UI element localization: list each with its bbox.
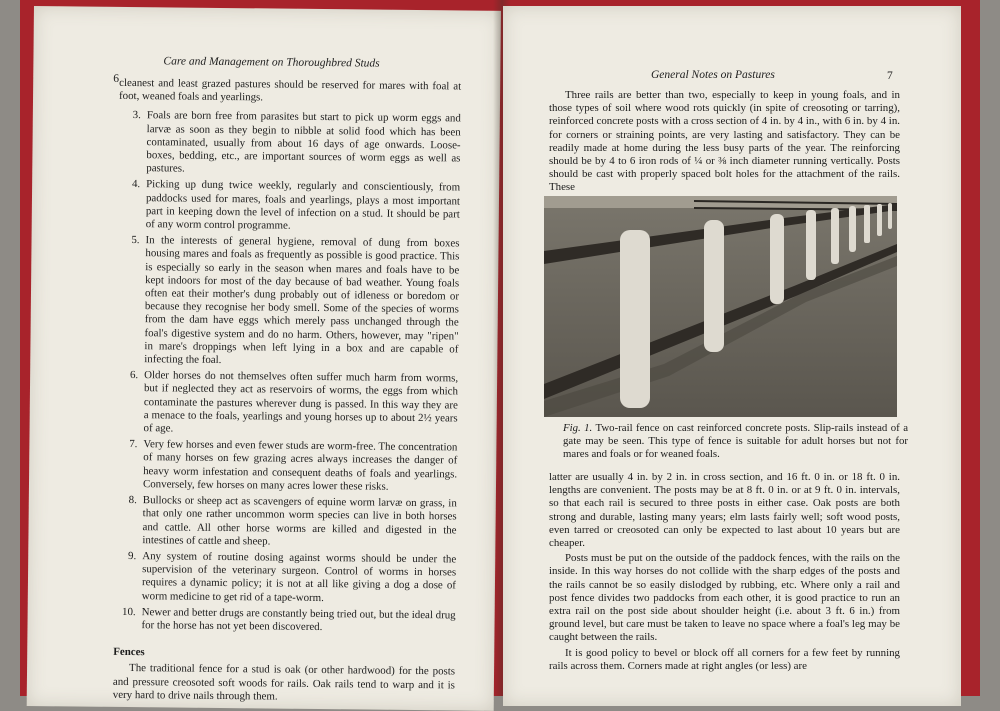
numbered-list [113,109,460,635]
paragraph-1: Three rails are better than two, especially to keep in young foals, and in those types of soil where wood rots quickly (in spite of creosoting or tarring), reinforced concrete posts with a cross section of 4 in. by 4 in., with 6 in. by 4 in. for corners or straining points, are very lasting and satisfactory. They can be readily made at home during the less busy parts of the year. The reinforcing should be by 4 to 6 iron rods of ¼ or ⅜ inch diameter running vertically. Posts should be cast with properly spaced bolt holes for the attachment of the rails. These [549,89,900,194]
section-heading: Fences [113,645,145,659]
list-item [115,438,458,494]
list-item-number: 4. [131,178,141,191]
list-item [118,178,461,234]
figure-caption-text: Two-rail fence on cast reinforced concrete posts. Slip-rails instead of a gate may be seen. This type of fence is suitable for adult horses but not for mares and foals or for weaned foals. [563,422,908,460]
list-item-number: 7. [129,438,138,451]
right-page-number: 7 [887,70,893,82]
fence-photo-illustration [544,196,897,417]
fence-photograph [544,196,897,417]
list-item-number: 6. [129,369,139,382]
list-item-number: 10. [121,605,136,618]
left-page [27,6,501,711]
left-running-head [33,55,500,85]
right-bottom-text [549,471,900,675]
figure-caption [563,422,908,461]
list-item-text: In the interests of general hygiene, removal of dung from boxes housing mares and foals as frequently as possible is good practice. This is especially so early in the season when mares and foals have to be kept indoors for most of the day because of bad weather. Young foals often eat their mother's dung probably out of idleness or boredom or because they recognise her body smell. Some of the species of worms from the dam have eggs which merely pass unchanged through the foal's digestive system and do no harm. Others, however, may "ripen" in mare's droppings when left lying in a box and are capable of infecting the foal. [144,234,460,367]
opening-paragraph: cleanest and least grazed pastures should be reserved for mares with foal at foot, weaned foals and yearlings. [118,76,462,104]
list-item [116,369,459,439]
left-running-title: Care and Management on Thoroughbred Studs [163,55,380,70]
list-item-text: Foals are born free from parasites but start to pick up worm eggs and larvæ as soon as they begin to nibble at solid food which has been contaminated, usually from about 16 days of age onwards. Loose-boxes, bedding, etc., are important sources of worm eggs as well as pastures. [146,109,461,175]
list-item-number: 9. [128,549,137,563]
right-page [503,6,961,706]
paragraph-2: latter are usually 4 in. by 2 in. in cross section, and 16 ft. 0 in. or 18 ft. 0 in. lengths are convenient. The posts may be at 8 ft. 0 in. or at 9 ft. 0 in. intervals, so that each rail is secured to three posts in either case. Oak posts are both strong and durable, lasting many years; elm lasts fairly well; soft wood posts, even tarred or creosoted can only be expected to last about 10 years but are cheaper. [549,471,900,550]
figure-label: Fig. 1. [563,422,593,434]
left-page-text [113,77,462,707]
list-item-number: 8. [128,494,137,507]
list-item-text: Newer and better drugs are constantly being tried out, but the ideal drug for the horse has not yet been discovered. [141,605,456,633]
list-item-text: Older horses do not themselves often suffer much harm from worms, but if neglected they act as reservoirs of worms, the eggs from which contaminate the pastures wherever dung is passed. In this way they are a menace to the foals, yearlings and young horses up to about 2½ years of age. [143,369,459,435]
right-running-title: General Notes on Pastures [651,69,775,81]
list-item-text: Bullocks or sheep act as scavengers of equine worm larvæ on grass, in that only one rather uncommon worm species can live in both horses and cattle. All other horse worms are killed and digested in the intestines of cattle and sheep. [142,494,457,548]
right-top-text [549,89,900,197]
list-item-number: 3. [132,109,141,122]
section-paragraph: The traditional fence for a stud is oak (or other hardwood) for the posts and pressure creosoted soft woods for rails. Oak rails tend to warp and it is very hard to drive nails through them. [112,662,456,703]
list-item [116,234,459,370]
list-item [114,494,457,550]
paragraph-4: It is good policy to bevel or block off all corners for a few feet by running rails across them. Corners made at right angles (or less) are [549,646,900,672]
list-item-text: Any system of routine dosing against worms should be under the supervision of the veterinary surgeon. Control of worms in horses requires a dynamic policy; it is not at all like giving a dog a dose of worm medicine to get rid of a tape-worm. [141,550,457,604]
paragraph-3: Posts must be put on the outside of the paddock fences, with the rails on the inside. In this way horses do not collide with the sharp edges of the posts and the rails cannot be so easily dislodged by rubbing, etc. Where only a rail and post fence divides two paddocks from each other, it is good practice to run an extra rail on the post side about shoulder height (i.e. about 3 ft. 6 in.) from ground level, but care must be taken to leave no space where a foal's leg may be caught between the rails. [549,552,900,644]
list-item [114,550,457,606]
list-item [113,606,455,636]
list-item [118,109,461,179]
list-item-number: 5. [131,234,140,247]
list-item-text: Picking up dung twice weekly, regularly and conscientiously, from paddocks used for mares, foals and yearlings, plays a most important part in keeping down the level of infection on a stud. It should be part of any worm control programme. [145,178,461,232]
list-item-text: Very few horses and even fewer studs are worm-free. The concentration of many horses on few grazing acres always increases the danger of heavy worm infestation and consequent deaths of foals and yearlings. Conversely, few horses on many acres lower these risks. [142,438,458,493]
left-page-number: 6 [113,72,120,85]
